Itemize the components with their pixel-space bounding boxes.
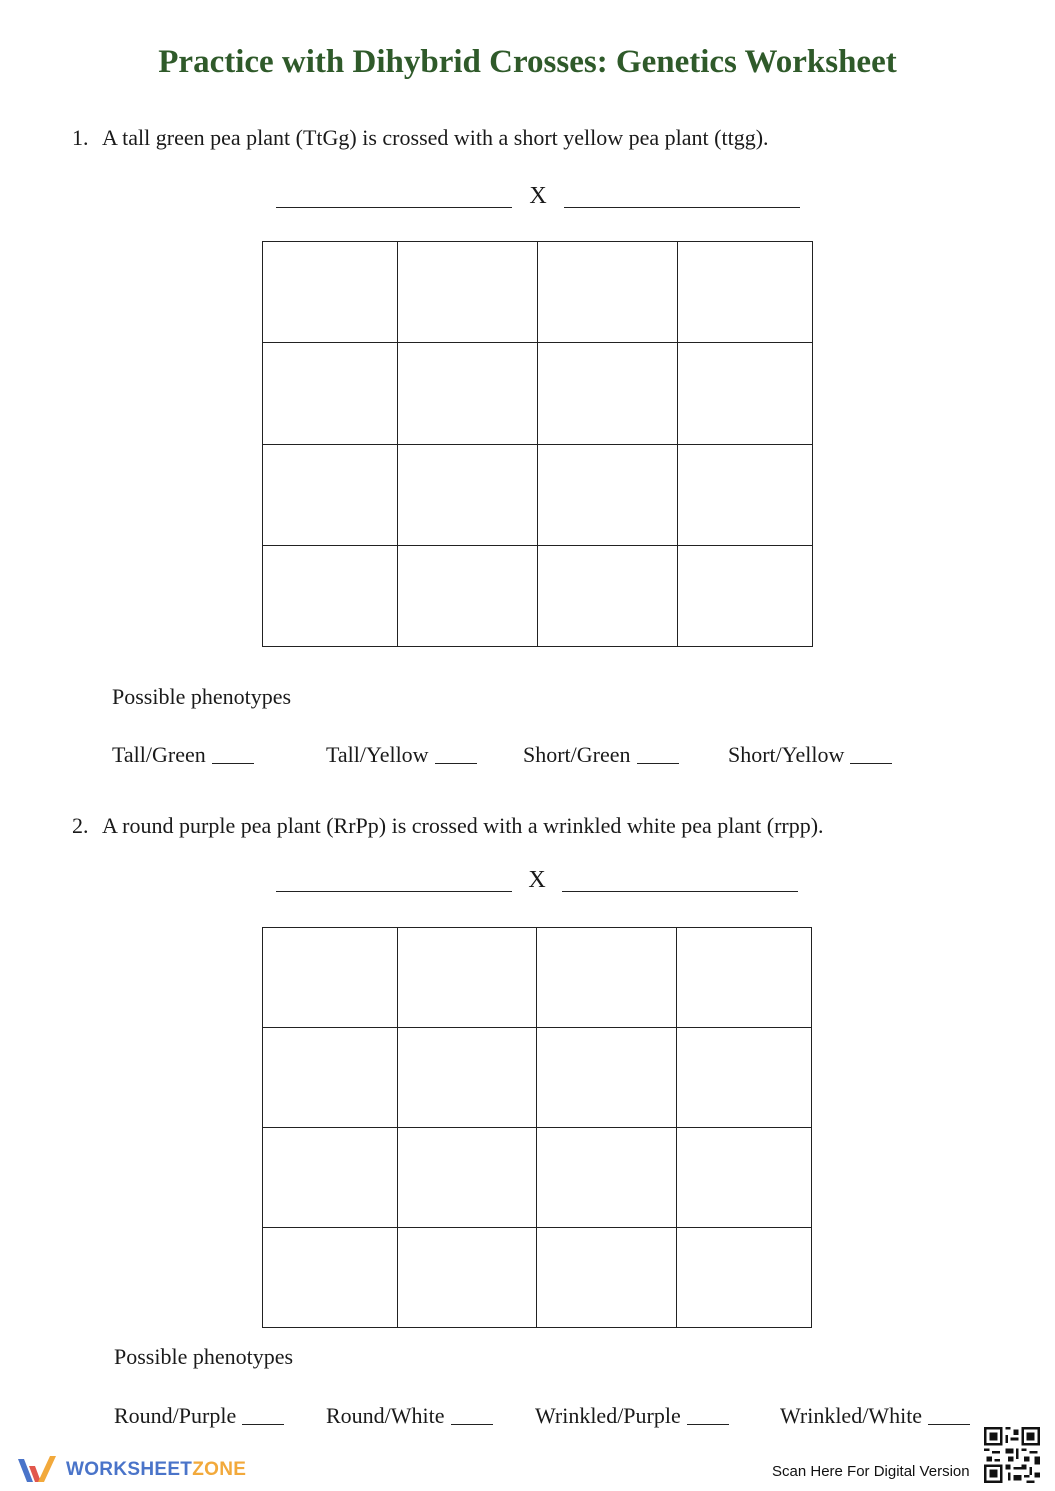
worksheetzone-logo-icon: [16, 1454, 58, 1486]
cross-symbol: X: [528, 867, 546, 893]
phenotype-answer-blank[interactable]: [242, 1424, 284, 1425]
phenotype-item: [326, 1403, 493, 1429]
question-text: A tall green pea plant (TtGg) is crossed with a short yellow pea plant (ttgg).: [102, 125, 769, 150]
punnett-cell[interactable]: [263, 928, 398, 1028]
punnett-cell[interactable]: [398, 444, 538, 545]
punnett-cell[interactable]: [678, 242, 813, 343]
punnett-cell[interactable]: [263, 444, 398, 545]
punnett-cell[interactable]: [263, 1028, 398, 1128]
punnett-cell[interactable]: [538, 444, 678, 545]
punnett-cell[interactable]: [537, 1028, 677, 1128]
question-1: [72, 124, 769, 152]
parent-2-blank[interactable]: [562, 891, 798, 892]
parent-1-blank[interactable]: [276, 207, 512, 208]
worksheet-title: Practice with Dihybrid Crosses: Genetics Worksheet: [158, 44, 897, 80]
phenotypes-heading: Possible phenotypes: [114, 1344, 294, 1369]
phenotype-answer-blank[interactable]: [687, 1424, 729, 1425]
phenotype-label: Tall/Green: [112, 742, 206, 767]
phenotype-item: [114, 1403, 284, 1429]
punnett-cell[interactable]: [677, 928, 812, 1028]
parent-1-blank[interactable]: [276, 891, 512, 892]
brand-name: [66, 1459, 246, 1481]
punnett-cell[interactable]: [398, 1128, 537, 1228]
punnett-square-1: [262, 241, 813, 647]
phenotype-label: Wrinkled/Purple: [535, 1403, 681, 1428]
punnett-cell[interactable]: [398, 545, 538, 646]
phenotype-answer-blank[interactable]: [928, 1424, 970, 1425]
question-number: 1.: [72, 125, 89, 150]
phenotype-item: [535, 1403, 729, 1429]
qr-code-icon[interactable]: [984, 1427, 1040, 1483]
phenotype-list-1: [0, 742, 1055, 772]
cross-line-1: [276, 183, 800, 213]
phenotype-item: [523, 742, 679, 768]
punnett-cell[interactable]: [537, 928, 677, 1028]
phenotype-answer-blank[interactable]: [435, 763, 477, 764]
cross-line-2: [276, 867, 798, 897]
punnett-cell[interactable]: [538, 242, 678, 343]
punnett-cell[interactable]: [677, 1228, 812, 1328]
worksheetzone-logo[interactable]: [16, 1452, 246, 1488]
punnett-cell[interactable]: [678, 444, 813, 545]
phenotype-answer-blank[interactable]: [637, 763, 679, 764]
phenotype-label: Tall/Yellow: [326, 742, 429, 767]
punnett-cell[interactable]: [398, 928, 537, 1028]
phenotype-answer-blank[interactable]: [451, 1424, 493, 1425]
parent-2-blank[interactable]: [564, 207, 800, 208]
punnett-cell[interactable]: [263, 1228, 398, 1328]
brand-name-part1: WORKSHEET: [66, 1459, 193, 1480]
scan-caption: Scan Here For Digital Version: [772, 1463, 970, 1480]
punnett-cell[interactable]: [538, 545, 678, 646]
punnett-cell[interactable]: [263, 242, 398, 343]
question-2: [72, 812, 824, 840]
punnett-cell[interactable]: [678, 343, 813, 444]
punnett-cell[interactable]: [263, 545, 398, 646]
phenotype-label: Round/Purple: [114, 1403, 237, 1428]
cross-symbol: X: [529, 183, 547, 209]
phenotype-answer-blank[interactable]: [850, 763, 892, 764]
punnett-cell[interactable]: [398, 242, 538, 343]
punnett-cell[interactable]: [678, 545, 813, 646]
brand-name-part2: ZONE: [192, 1459, 247, 1480]
punnett-cell[interactable]: [263, 343, 398, 444]
punnett-cell[interactable]: [398, 343, 538, 444]
phenotypes-heading: Possible phenotypes: [112, 684, 292, 709]
punnett-cell[interactable]: [677, 1128, 812, 1228]
phenotype-item: [112, 742, 254, 768]
punnett-cell[interactable]: [537, 1228, 677, 1328]
phenotype-item: [728, 742, 892, 768]
punnett-cell[interactable]: [677, 1028, 812, 1128]
punnett-cell[interactable]: [538, 343, 678, 444]
phenotype-item: [326, 742, 477, 768]
question-text: A round purple pea plant (RrPp) is crossed with a wrinkled white pea plant (rrpp).: [102, 813, 824, 838]
phenotype-answer-blank[interactable]: [212, 763, 254, 764]
phenotype-label: Short/Yellow: [728, 742, 845, 767]
phenotype-item: [780, 1403, 970, 1429]
phenotype-label: Round/White: [326, 1403, 445, 1428]
question-number: 2.: [72, 813, 89, 838]
punnett-cell[interactable]: [537, 1128, 677, 1228]
phenotype-label: Wrinkled/White: [780, 1403, 923, 1428]
punnett-cell[interactable]: [263, 1128, 398, 1228]
punnett-cell[interactable]: [398, 1228, 537, 1328]
punnett-square-2: [262, 927, 812, 1328]
phenotype-label: Short/Green: [523, 742, 631, 767]
punnett-cell[interactable]: [398, 1028, 537, 1128]
phenotype-list-2: [0, 1403, 1055, 1433]
